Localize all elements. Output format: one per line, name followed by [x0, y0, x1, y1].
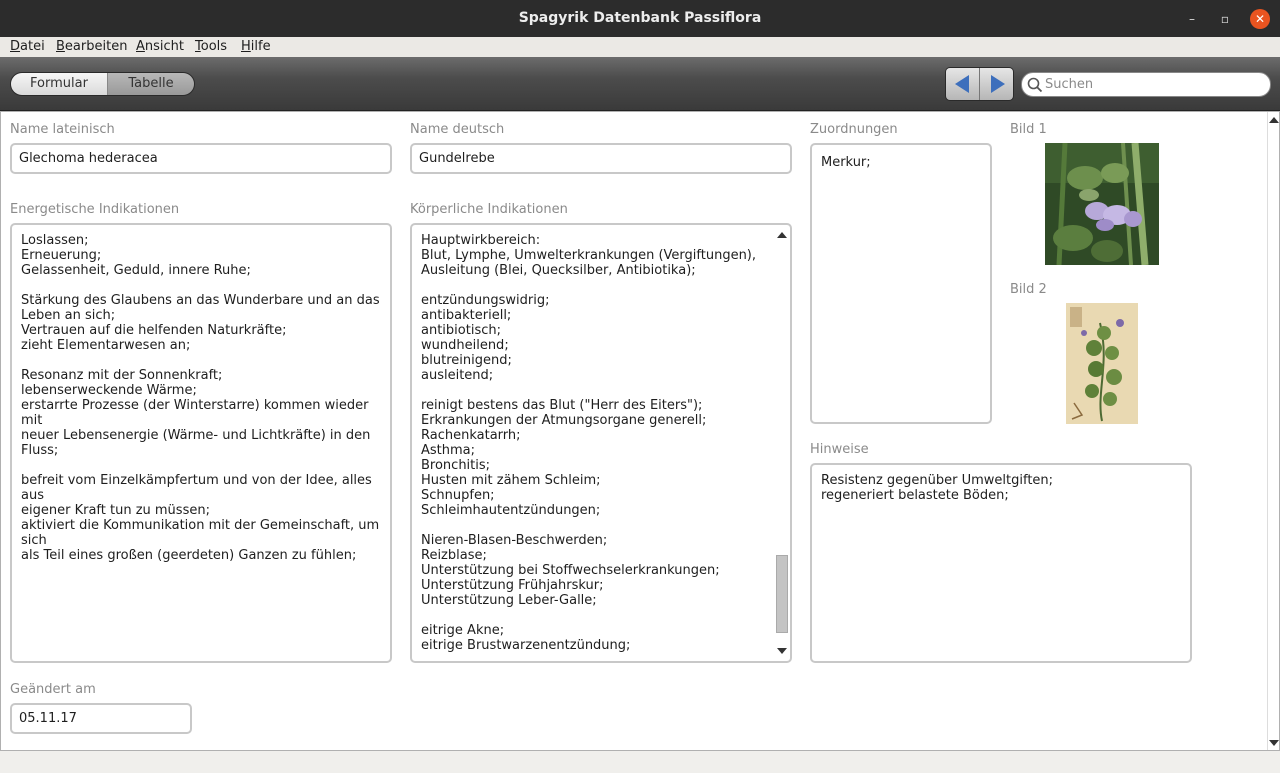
changed-date-field[interactable]: 05.11.17	[10, 703, 192, 734]
assignments-field[interactable]: Merkur;	[810, 143, 992, 424]
energetic-indications-field[interactable]: Loslassen; Erneuerung; Gelassenheit, Geduld, innere Ruhe; Stärkung des Glaubens an das Wunderbare und an das Leben an sich; Vertrauen auf die helfenden Naturkräfte; zieht Elementarwesen an; Resonanz mit der Sonnenkraft; lebenserweckende Wärme; erstarrte Prozesse (der Winterstarre) kommen wieder mit neuer Lebensenergie (Wärme- und Lichtkräfte) in den Fluss; befreit vom Einzelkämpfertum und von der Idee, alles aus eigener Kraft tun zu müssen; aktiviert die Kommunikation mit der Gemeinschaft, um sich als Teil eines großen (geerdeten) Ganzen zu fühlen;	[10, 223, 392, 663]
physical-indications-field[interactable]: Hauptwirkbereich: Blut, Lymphe, Umwelterkrankungen (Vergiftungen), Ausleitung (Blei, Quecksilber, Antibiotika); entzündungswidrig; antibakteriell; antibiotisch; wundheilend; blutreinigend; ausleitend; reinigt bestens das Blut ("Herr des Eiters"); Erkrankungen der Atmungsorgane generell; Rachenkatarrh; Asthma; Bronchitis; Husten mit zähem Schleim; Schnupfen; Schleimhautentzündungen; Nieren-Blasen-Beschwerden; Reizblase; Unterstützung bei Stoffwechselerkrankungen; Unterstützung Frühjahrskur; Unterstützung Leber-Galle; eitrige Akne; eitrige Brustwarzenentzündung;	[410, 223, 792, 663]
tab-formular[interactable]: Formular	[11, 73, 108, 95]
menu-mnemonic: B	[56, 39, 65, 54]
physical-indications-scrollbar[interactable]	[776, 228, 788, 658]
name-latin-label: Name lateinisch	[10, 122, 115, 137]
menu-mnemonic: T	[195, 39, 201, 54]
physical-indications-wrapper	[410, 223, 792, 663]
menu-label-rest: ools	[200, 39, 228, 54]
image1-label: Bild 1	[1010, 122, 1047, 137]
scroll-down-arrow-icon[interactable]	[777, 648, 787, 654]
search-box	[1021, 72, 1271, 97]
search-input[interactable]	[1045, 75, 1265, 94]
toolbar	[0, 57, 1280, 111]
scroll-up-arrow-icon[interactable]	[1269, 117, 1279, 123]
image2-label: Bild 2	[1010, 282, 1047, 297]
scrollbar-thumb[interactable]	[776, 555, 788, 633]
energetic-indications-label: Energetische Indikationen	[10, 202, 180, 217]
menu-label-rest: nsicht	[144, 39, 185, 54]
close-button[interactable]: ✕	[1250, 9, 1270, 29]
menu-tools[interactable]	[195, 39, 227, 54]
previous-arrow-icon	[955, 75, 969, 93]
botanical-illustration-image	[1066, 303, 1138, 424]
name-latin-field[interactable]: Glechoma hederacea	[10, 143, 392, 174]
maximize-button[interactable]: ▫	[1220, 12, 1230, 26]
menu-datei[interactable]	[10, 39, 45, 54]
assignments-label: Zuordnungen	[810, 122, 898, 137]
menu-label-rest: earbeiten	[64, 39, 128, 54]
menu-label-rest: ilfe	[250, 39, 271, 54]
title-bar	[0, 0, 1280, 37]
menu-label-rest: atei	[20, 39, 45, 54]
record-navigation	[945, 67, 1014, 101]
search-icon	[1027, 77, 1043, 93]
menu-mnemonic: H	[241, 39, 251, 54]
menu-mnemonic: A	[136, 39, 145, 54]
name-german-field[interactable]: Gundelrebe	[410, 143, 792, 174]
physical-indications-label: Körperliche Indikationen	[410, 202, 568, 217]
page-scrollbar[interactable]	[1267, 112, 1279, 750]
notes-field[interactable]: Resistenz gegenüber Umweltgiften; regeneriert belastete Böden;	[810, 463, 1192, 663]
next-arrow-icon	[991, 75, 1005, 93]
plant-photo-image	[1045, 143, 1159, 265]
name-german-label: Name deutsch	[410, 122, 505, 137]
menu-bar	[0, 37, 1280, 57]
changed-date-label: Geändert am	[10, 682, 96, 697]
menu-mnemonic: D	[10, 39, 21, 54]
menu-bearbeiten[interactable]	[56, 39, 127, 54]
view-switcher	[10, 72, 195, 96]
previous-record-button[interactable]	[946, 68, 980, 100]
tab-tabelle[interactable]: Tabelle	[108, 73, 194, 95]
next-record-button[interactable]	[980, 68, 1014, 100]
notes-label: Hinweise	[810, 442, 869, 457]
form-area	[0, 111, 1280, 751]
minimize-button[interactable]: –	[1189, 12, 1195, 26]
menu-ansicht[interactable]	[136, 39, 184, 54]
scroll-up-arrow-icon[interactable]	[777, 232, 787, 238]
window-title: Spagyrik Datenbank Passiflora	[518, 10, 762, 26]
menu-hilfe[interactable]	[241, 39, 271, 54]
scroll-down-arrow-icon[interactable]	[1269, 740, 1279, 746]
